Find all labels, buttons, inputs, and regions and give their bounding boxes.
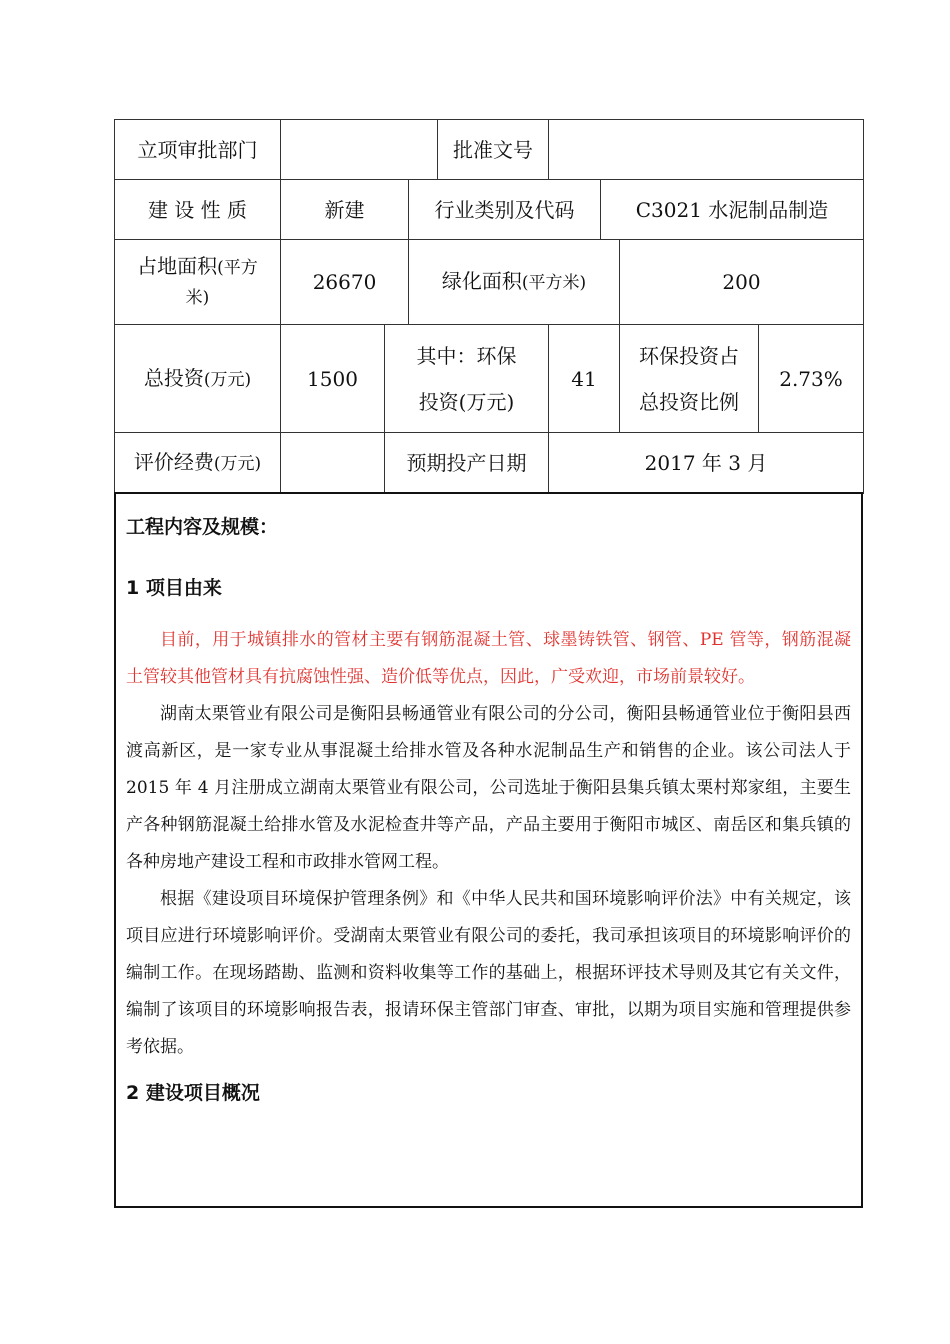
production-date-value: 2017 年 3 月: [549, 433, 864, 494]
evaluation-fee-value: [281, 433, 385, 494]
industry-code-label: 行业类别及代码: [409, 180, 601, 240]
project-info-table: [114, 119, 864, 494]
paragraph-regulation: 根据《建设项目环境保护管理条例》和《中华人民共和国环境影响评价法》中有关规定，该项目应进行环境影响评价。受湖南太栗管业有限公司的委托，我司承担该项目的环境影响评价的编制工作。在现场踏勘、监测和资料收集等工作的基础上，根据环评技术导则及其它有关文件，编制了该项目的环境影响报告表，报请环保主管部门审查、审批，以期为项目实施和管理提供参考依据。: [126, 889, 851, 1057]
approval-dept-value: [281, 120, 438, 180]
construction-nature-value: 新建: [281, 180, 409, 240]
evaluation-fee-label: 评价经费(万元): [115, 433, 281, 494]
industry-code-value: C3021 水泥制品制造: [601, 180, 864, 240]
construction-nature-label: 建 设 性 质: [115, 180, 281, 240]
env-investment-value: 41: [549, 325, 620, 433]
env-investment-label: 其中：环保 投资(万元): [385, 325, 549, 433]
green-area-value: 200: [620, 240, 864, 325]
total-investment-value: 1500: [281, 325, 385, 433]
paragraph-company: 湖南太栗管业有限公司是衡阳县畅通管业有限公司的分公司，衡阳县畅通管业位于衡阳县西渡高新区，是一家专业从事混凝土给排水管及各种水泥制品生产和销售的企业。该公司法人于 2015 年 4 月注册成立湖南太栗管业有限公司，公司选址于衡阳县集兵镇太栗村郑家组，主要生产各种钢筋混凝土给排水管及水泥检查井等产品，产品主要用于衡阳市城区、南岳区和集兵镇的各种房地产建设工程和市政排水管网工程。: [126, 704, 851, 872]
env-ratio-label: 环保投资占 总投资比例: [620, 325, 759, 433]
section-1-title: 1 项目由来: [126, 577, 222, 599]
section-2-title: 2 建设项目概况: [126, 1082, 260, 1104]
approval-doc-label: 批准文号: [438, 120, 549, 180]
env-ratio-value: 2.73%: [759, 325, 864, 433]
paragraph-background: 目前，用于城镇排水的管材主要有钢筋混凝土管、球墨铸铁管、钢管、PE 管等，钢筋混凝土管较其他管材具有抗腐蚀性强、造价低等优点，因此，广受欢迎，市场前景较好。: [126, 630, 851, 687]
land-area-label: 占地面积(平方 米): [115, 240, 281, 325]
approval-dept-label: 立项审批部门: [115, 120, 281, 180]
total-investment-label: 总投资(万元): [115, 325, 281, 433]
production-date-label: 预期投产日期: [385, 433, 549, 494]
content-heading: 工程内容及规模：: [126, 516, 279, 538]
approval-doc-value: [549, 120, 864, 180]
project-content-box: [114, 492, 863, 1208]
green-area-label: 绿化面积(平方米): [409, 240, 620, 325]
land-area-value: 26670: [281, 240, 409, 325]
